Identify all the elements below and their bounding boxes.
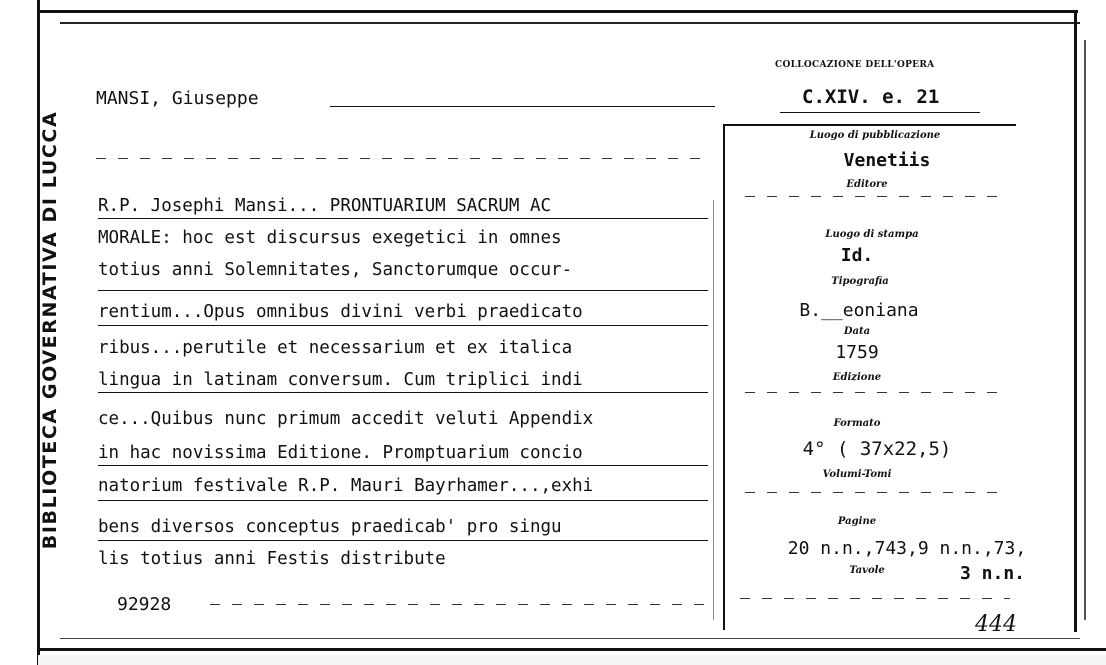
card-bottom-shadow	[38, 655, 1106, 665]
field-value-place-of-publication: Venetiis	[843, 150, 931, 171]
field-label-volumes: Volumi-Tomi	[822, 469, 892, 480]
description-line: lis totius anni Festis distribute	[98, 549, 446, 569]
field-rule	[745, 196, 1005, 197]
field-value-printer: B.__eoniana	[799, 300, 919, 321]
field-label-format: Formato	[833, 418, 881, 429]
card-top-edge	[38, 10, 1078, 13]
inventory-rule	[210, 604, 710, 605]
field-rule	[740, 598, 1010, 599]
field-label-date: Data	[843, 326, 871, 337]
line-underline	[98, 290, 708, 291]
description-line: ribus...perutile et necessarium et ex italica	[98, 338, 573, 358]
line-underline	[98, 465, 708, 466]
field-value-pages: 20 n.n.,743,9 n.n.,73,	[787, 538, 1027, 559]
line-underline	[98, 392, 708, 393]
field-label-publisher: Editore	[846, 179, 888, 190]
field-label-pages: Pagine	[837, 516, 877, 527]
field-label-place-of-printing: Luogo di stampa	[825, 229, 919, 240]
card-right-outer-edge	[1084, 40, 1086, 620]
description-line: R.P. Josephi Mansi... PRONTUARIUM SACRUM AC	[98, 196, 552, 216]
field-value-place-of-printing: Id.	[840, 245, 874, 266]
field-label-place-of-publication: Luogo di pubblicazione	[809, 130, 941, 141]
rule-line	[96, 158, 706, 159]
library-stamp: BIBLIOTECA GOVERNATIVA DI LUCCA	[39, 110, 61, 550]
field-value-plates: 3 n.n.	[960, 563, 1026, 584]
description-line: totius anni Solemnitates, Sanctorumque occur-	[98, 260, 573, 280]
inventory-number: 92928	[117, 594, 172, 615]
field-value-date: 1759	[835, 342, 879, 363]
description-line: lingua in latinam conversum. Cum triplici indi	[98, 370, 583, 390]
shelfmark-heading: COLLOCAZIONE DELL'OPERA	[775, 60, 935, 70]
description-line: bens diversos conceptus praedicab' pro singu	[98, 517, 562, 537]
handwritten-note: 444	[975, 612, 1017, 637]
line-underline	[98, 218, 708, 219]
details-box-top	[724, 124, 1016, 126]
line-underline	[98, 325, 708, 326]
field-value-format: 4° ( 37x22,5)	[802, 438, 952, 460]
shelfmark-underline	[780, 112, 980, 113]
field-rule	[745, 392, 1005, 393]
field-label-edition: Edizione	[832, 372, 882, 383]
description-line: ce...Quibus nunc primum accedit veluti Appendix	[98, 409, 594, 429]
shelfmark-value: C.XIV. e. 21	[802, 86, 940, 108]
author-underline	[330, 106, 715, 107]
card-bottom-inner-rule	[60, 638, 1080, 639]
field-label-plates: Tavole	[849, 565, 885, 576]
field-rule	[745, 492, 1005, 493]
line-underline	[98, 540, 708, 541]
card-bottom-edge	[38, 648, 1106, 651]
card-top-inner-rule	[60, 22, 1080, 24]
description-line: in hac novissima Editione. Promptuarium concio	[98, 443, 583, 463]
description-line: rentium...Opus omnibus divini verbi praedicato	[98, 302, 583, 322]
card-right-edge	[1074, 12, 1077, 632]
line-underline	[98, 500, 708, 501]
description-line: MORALE: hoc est discursus exegetici in omnes	[98, 228, 562, 248]
description-line: natorium festivale R.P. Mauri Bayrhamer...,exhi	[98, 476, 594, 496]
field-label-printer: Tipografia	[831, 276, 889, 287]
author-heading: MANSI, Giuseppe	[96, 88, 259, 109]
